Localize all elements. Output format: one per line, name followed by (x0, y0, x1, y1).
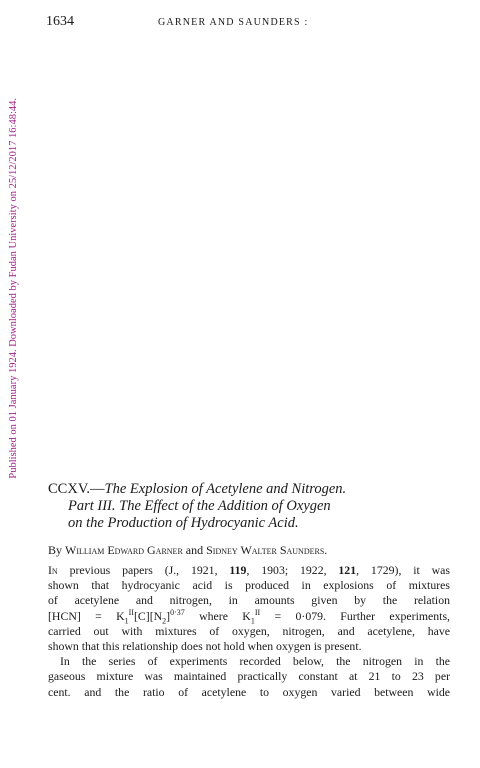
volume-number: 119 (229, 563, 247, 577)
superscript: II (128, 607, 134, 617)
text-run: , 1729), it was (356, 563, 451, 577)
text-run: = 0·079. Further experiments, (260, 608, 450, 623)
text-line: gaseous mixture was maintained practically constant at 21 to 23 per (48, 669, 450, 684)
byline-by: By (48, 543, 63, 557)
title-number: CCXV. (48, 481, 91, 497)
text-line: carried out with mixtures of oxygen, nitrogen, and acetylene, have (48, 623, 450, 638)
text-run: , 1903; 1922, (246, 563, 339, 577)
article-title (48, 481, 448, 532)
text-run: [C][N (133, 608, 163, 623)
text-line: shown that hydrocyanic acid is produced in explosions of mixtures (48, 578, 450, 593)
subscript: 1 (124, 615, 129, 625)
text-line: cent. and the ratio of acetylene to oxygen varied between wide (48, 684, 450, 699)
page-header (46, 14, 446, 34)
text-run: ] (166, 608, 171, 623)
superscript: 0·37 (170, 607, 185, 617)
download-watermark: Published on 01 January 1924. Downloaded by Fudan University on 25/12/2017 16:48:44. (8, 98, 19, 479)
text-run: where K (184, 608, 251, 623)
volume-number: 121 (338, 563, 357, 577)
byline (48, 542, 450, 558)
text-line (48, 563, 450, 578)
byline-and: and (185, 543, 204, 557)
author-1: William Edward Garner (65, 543, 183, 557)
title-line-2: Part III. The Effect of the Addition of Oxygen (68, 498, 331, 514)
equation-line (48, 609, 450, 624)
title-text-1: The Explosion of Acetylene and Nitrogen. (104, 481, 347, 497)
text-line: In the series of experiments recorded below, the nitrogen in the (60, 654, 450, 669)
subscript: 1 (250, 615, 255, 625)
dropcap-word: In (48, 563, 58, 577)
superscript: II (254, 607, 261, 617)
author-2: Sidney Walter Saunders. (206, 543, 328, 557)
text-line: shown that this relationship does not hold when oxygen is present. (48, 639, 362, 654)
body-text (48, 563, 450, 700)
running-head: GARNER AND SAUNDERS : (158, 17, 309, 28)
text-line: of acetylene and nitrogen, in amounts given by the relation (48, 593, 450, 608)
title-line-3: on the Production of Hydrocyanic Acid. (68, 515, 299, 531)
text-run: [HCN] = K (48, 608, 125, 623)
page-number: 1634 (46, 14, 74, 29)
text-run: previous papers (J., 1921, (57, 563, 230, 577)
title-line-1: CCXV.—The Explosion of Acetylene and Nitrogen. (48, 481, 347, 497)
subscript: 2 (162, 615, 167, 625)
